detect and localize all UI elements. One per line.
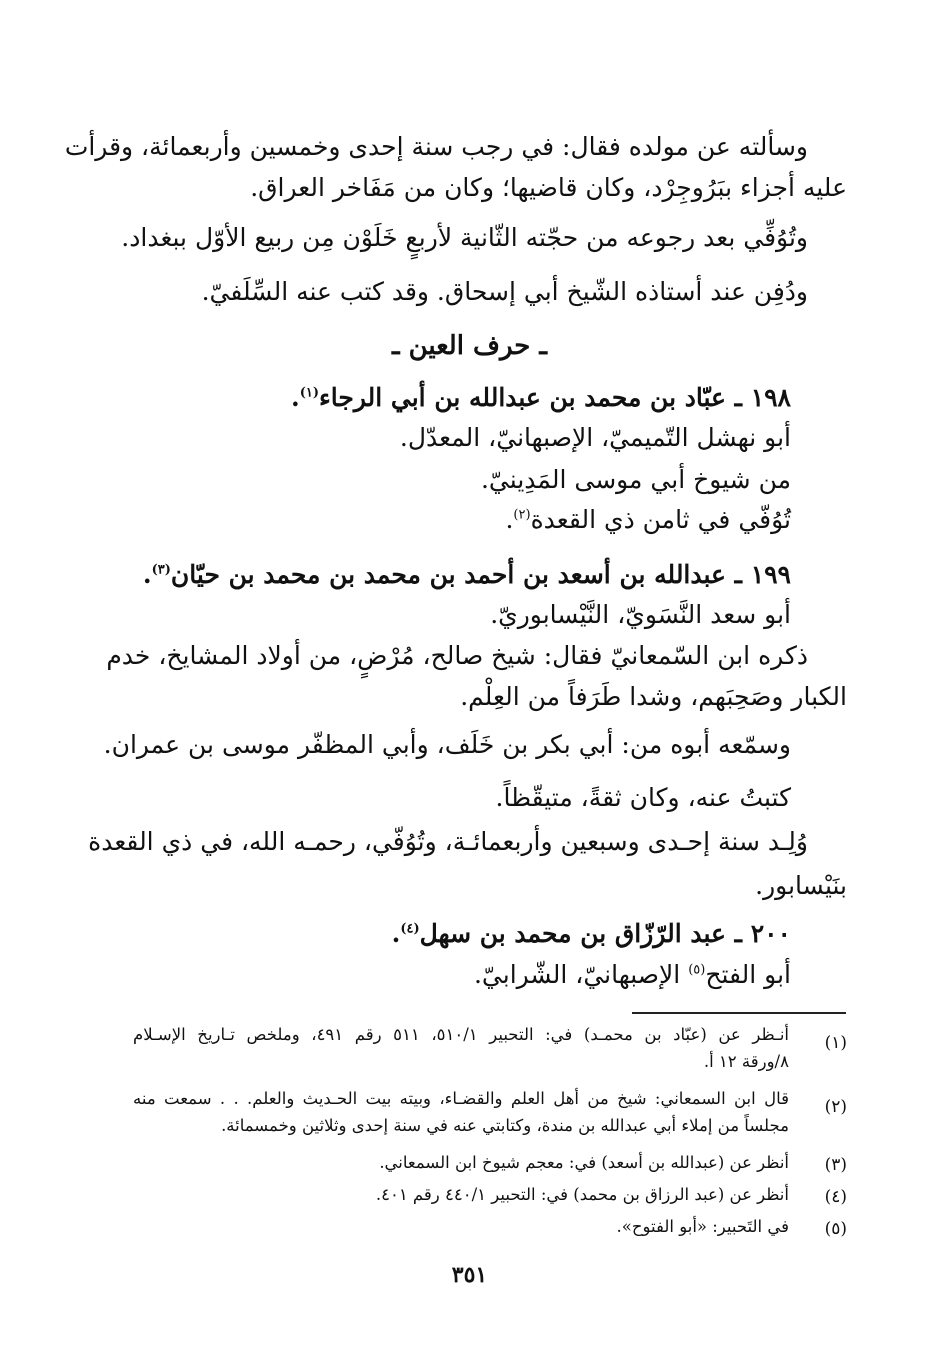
footnote-number-5: (٥) <box>824 1219 847 1239</box>
footnote-separator <box>632 1012 846 1014</box>
entry-200-kunya: أبو الفتح <box>705 960 791 989</box>
entry-198-death-period: . <box>505 505 514 534</box>
entry-198-line-1: أبو نهشل التّميميّ، الإصبهانيّ، المعدّل. <box>399 423 791 452</box>
entry-198-death: تُوُفّي في ثامن ذي القعدة <box>530 505 791 534</box>
footnote-ref-3: (٣) <box>151 562 171 578</box>
entry-199-period: . <box>142 560 152 589</box>
footnote-number-4: (٤) <box>824 1187 847 1207</box>
entry-198-period: . <box>290 383 300 412</box>
footnote-1-line-2: ٨/ورقة ١٢ أ. <box>703 1052 789 1071</box>
body-line-3: وتُوُفِّي بعد رجوعه من حجّته الثّانية لأربعٍ خَلَوْن مِن ربيع الأوّل ببغداد. <box>121 223 808 252</box>
footnote-number-2: (٢) <box>824 1097 847 1117</box>
entry-199-line-3: الكبار وصَحِبَهم، وشدا طَرَفاً من العِلْم. <box>460 682 847 711</box>
body-line-2: عليه أجزاء ببَرُوجِرْد، وكان قاضيها؛ وكان من مَفَاخر العراق. <box>250 173 847 202</box>
footnote-ref-4: (٤) <box>400 921 420 937</box>
footnote-ref-5: (٥) <box>688 962 706 978</box>
entry-198-heading <box>291 378 791 418</box>
footnote-1-line-1: أنـظر عن (عبّاد بن محمـد) في: التحبير ٥١٠/١، ٥١١ رقم ٤٩١، وملخص تـاريخ الإسـلام <box>133 1025 789 1044</box>
entry-200-line-1 <box>474 955 791 995</box>
entry-199-line-6: وُلِـد سنة إحـدى وسبعين وأربعمائـة، وتُوُفّي، رحمـه الله، في ذي القعدة <box>88 827 808 856</box>
footnote-ref-2: (٢) <box>513 507 531 523</box>
entry-199-line-2: ذكره ابن السّمعانيّ فقال: شيخ صالح، مُرْضٍ، من أولاد المشايخ، خدم <box>106 641 808 670</box>
body-line-4: ودُفِن عند أستاذه الشّيخ أبي إسحاق. وقد كتب عنه السِّلَفيّ. <box>201 277 808 306</box>
entry-199-line-7: بنَيْسابور. <box>755 871 847 900</box>
footnote-number-3: (٣) <box>824 1155 847 1175</box>
footnote-4-line-1: أنظر عن (عبد الرزاق بن محمد) في: التحبير ٤٤٠/١ رقم ٤٠١. <box>375 1185 789 1204</box>
entry-198-line-2: من شيوخ أبي موسى المَدِينيّ. <box>480 465 791 494</box>
entry-200-title: ٢٠٠ ـ عبد الرّزّاق بن محمد بن سهل <box>419 919 791 948</box>
footnote-ref-1: (١) <box>299 385 319 401</box>
footnote-2-line-2: مجلساً من إملاء أبي عبدالله بن مندة، وكتابتي عنه في سنة إحدى وثلاثين وخمسمائة. <box>221 1116 789 1135</box>
footnote-number-1: (١) <box>824 1033 847 1053</box>
entry-199-line-5: كتبتُ عنه، وكان ثقةً، متيقّظاً. <box>495 783 791 812</box>
body-line-1: وسألته عن مولده فقال: في رجب سنة إحدى وخمسين وأربعمائة، وقرأت <box>64 132 808 161</box>
footnote-2-line-1: قال ابن السمعاني: شيخ من أهل العلم والقضـاء، وبيته بيت الحـديث والعلم. . . سمعت منه <box>133 1089 789 1108</box>
entry-200-heading <box>392 914 791 954</box>
entry-199-title: ١٩٩ ـ عبدالله بن أسعد بن أحمد بن محمد بن محمد بن حيّان <box>170 560 791 589</box>
entry-200-nisba: الإصبهانيّ، الشّرابيّ. <box>473 960 681 989</box>
entry-199-line-1: أبو سعد النَّسَويّ، النَّيْسابوريّ. <box>490 600 791 629</box>
entry-200-period: . <box>391 919 401 948</box>
entry-199-line-4: وسمّعه أبوه من: أبي بكر بن خَلَف، وأبي المظفّر موسى بن عمران. <box>103 730 791 759</box>
section-heading: ـ حرف العين ـ <box>391 331 548 361</box>
entry-198-title: ١٩٨ ـ عبّاد بن محمد بن عبدالله بن أبي الرجاء <box>319 383 791 412</box>
page-number: ٣٥١ <box>451 1262 488 1288</box>
entry-198-line-3 <box>505 500 791 540</box>
footnote-3-line-1: أنظر عن (عبدالله بن أسعد) في: معجم شيوخ ابن السمعاني. <box>379 1153 789 1172</box>
entry-199-heading <box>143 555 791 595</box>
footnote-5-line-1: في التَحبير: «أبو الفتوح». <box>616 1217 789 1236</box>
